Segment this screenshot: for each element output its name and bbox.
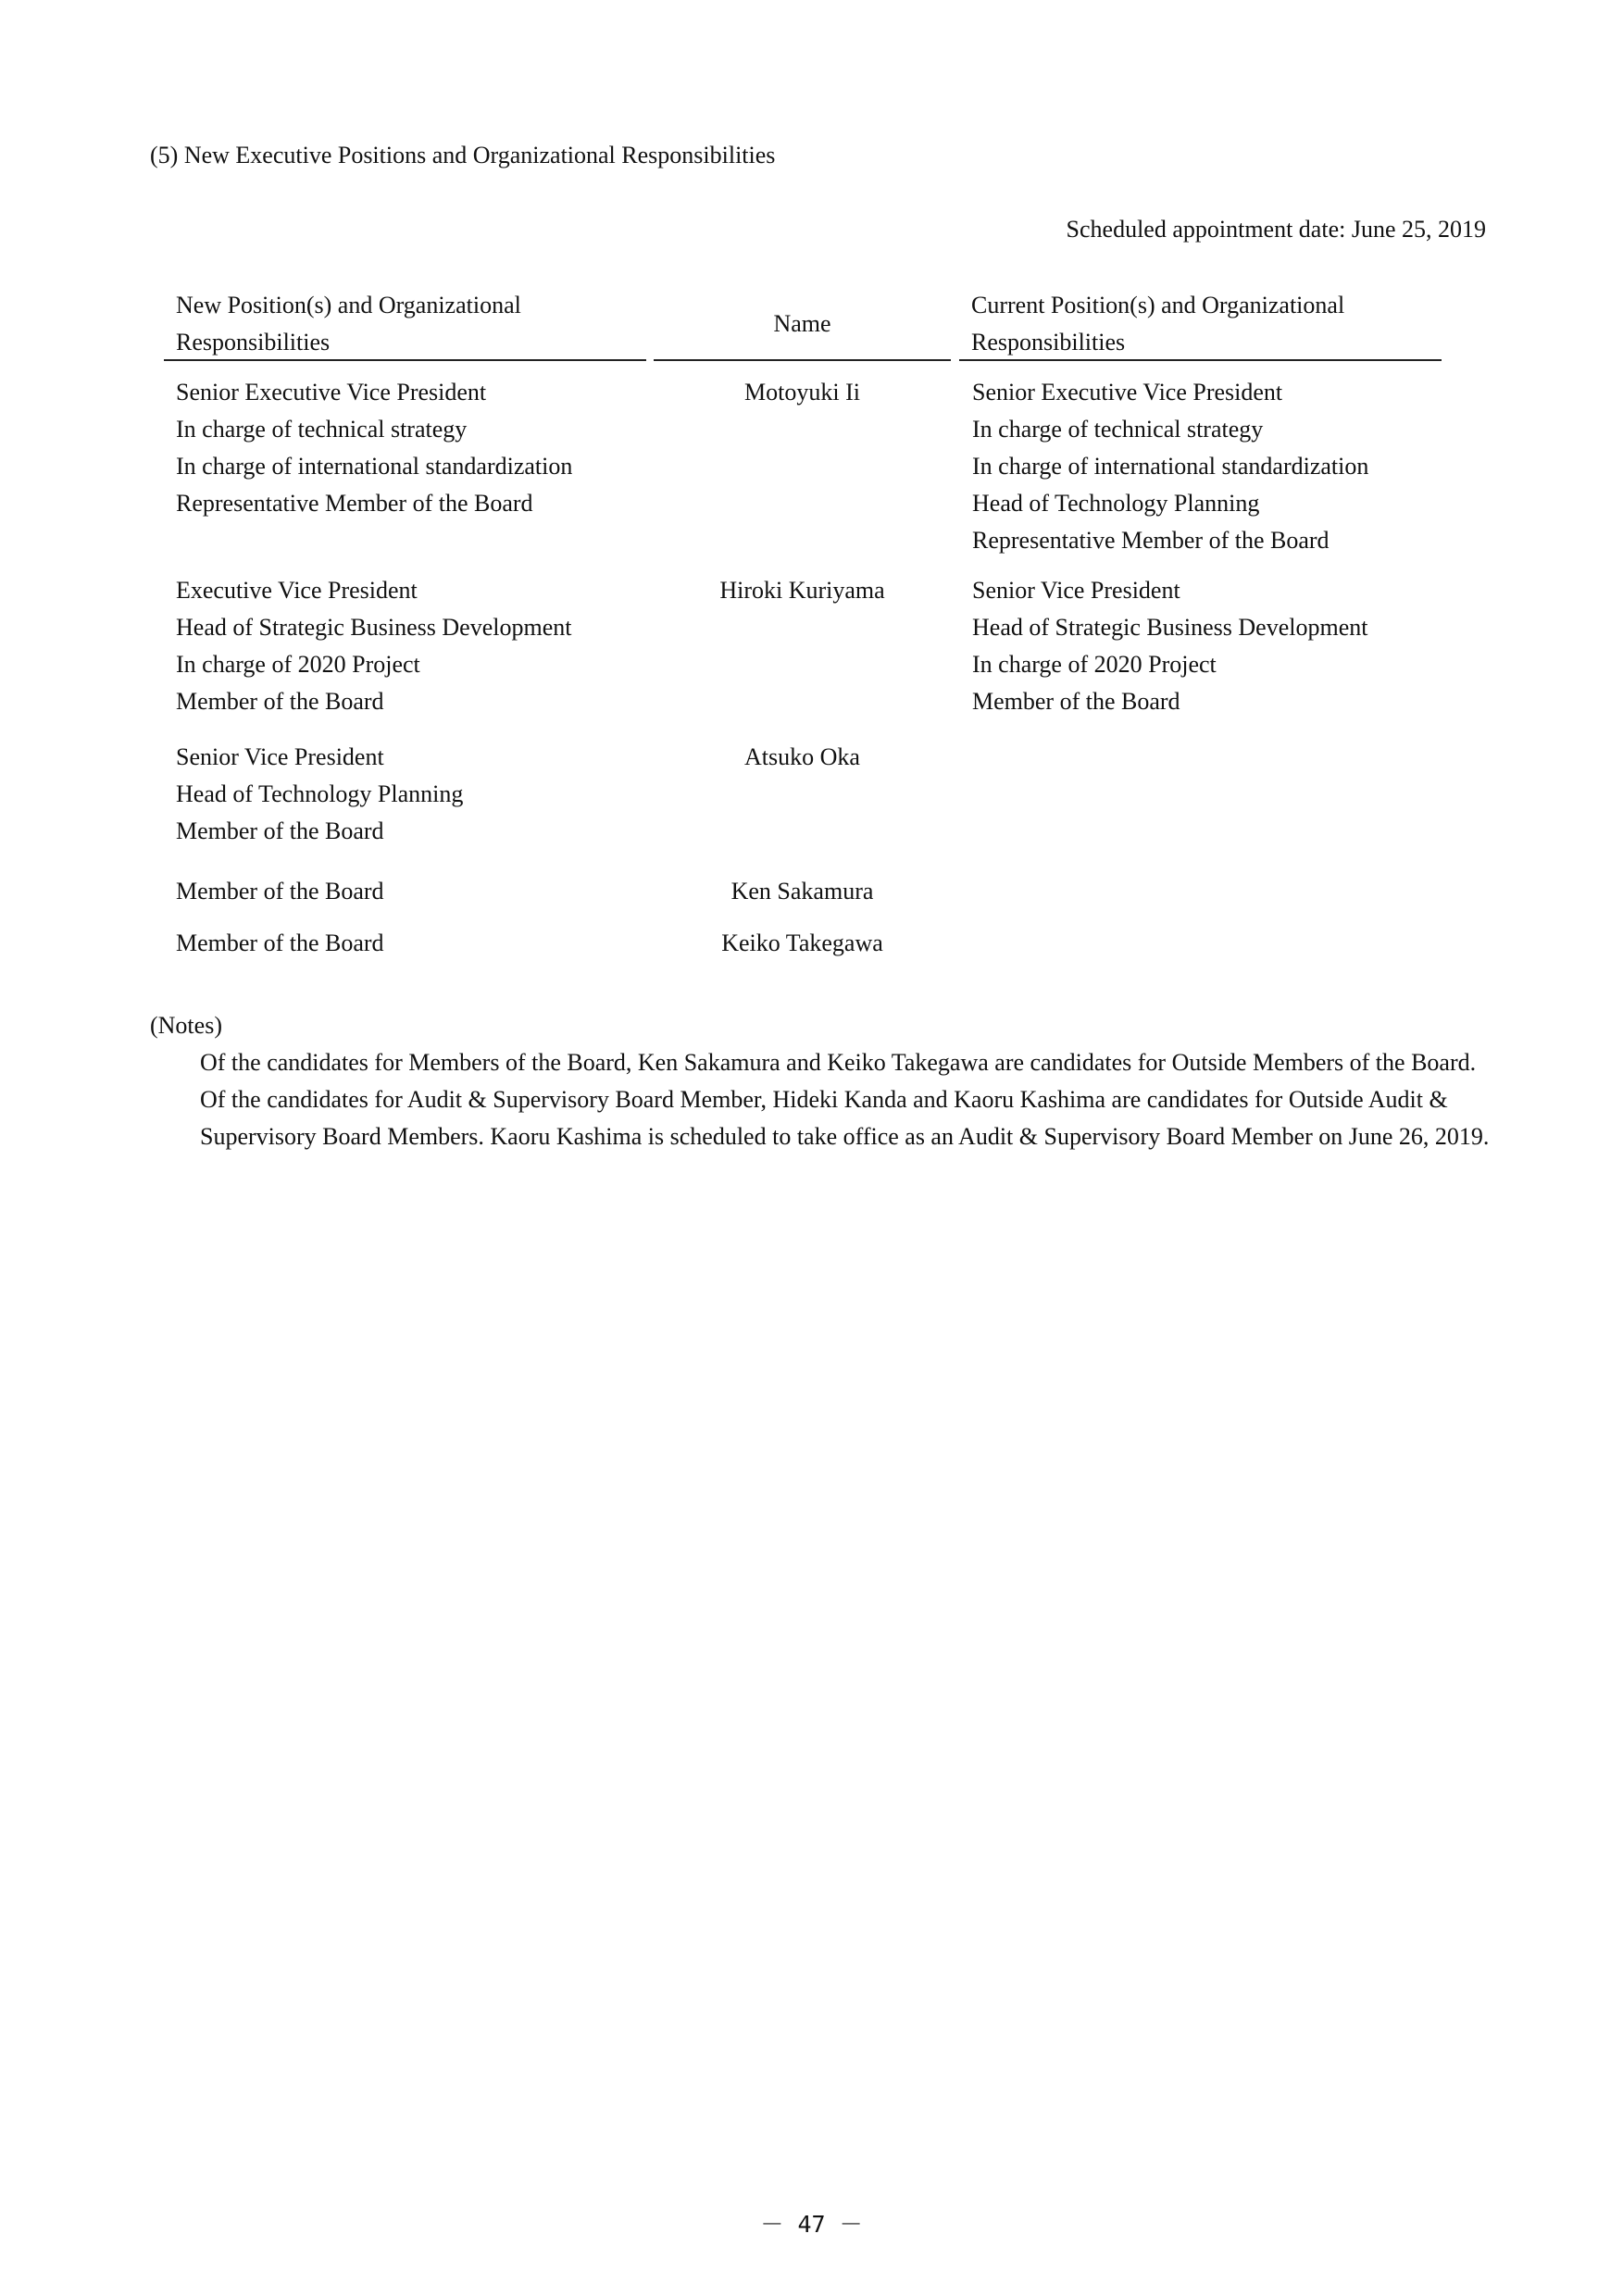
note-paragraph: Of the candidates for Members of the Board, Ken Sakamura and Keiko Takegawa are candidates for Outside Members of the Board. bbox=[200, 1049, 1477, 1076]
header-name: Name bbox=[654, 287, 951, 361]
table-cell: Representative Member of the Board bbox=[972, 527, 1330, 554]
table-cell: Executive Vice President bbox=[176, 577, 418, 604]
table-cell: Member of the Board bbox=[972, 688, 1180, 715]
row-2-name: Hiroki Kuriyama bbox=[719, 577, 885, 604]
note-paragraph: Of the candidates for Audit & Supervisory Board Member, Hideki Kanda and Kaoru Kashima are candidates for Outside Audit & Supervisory Board Members. Kaoru Kashima is scheduled to take office as an Audit & Supervisory Board Member on June 26, 2019. bbox=[200, 1086, 1490, 1150]
page-number: － 47 － bbox=[760, 2211, 863, 2238]
table-cell: Representative Member of the Board bbox=[176, 490, 533, 517]
table-cell: Senior Executive Vice President bbox=[972, 379, 1283, 406]
row-1-name: Motoyuki Ii bbox=[744, 379, 860, 406]
table-cell: Head of Technology Planning bbox=[972, 490, 1260, 517]
table-cell: Senior Vice President bbox=[176, 743, 384, 770]
header-current-position bbox=[959, 287, 1442, 361]
table-cell: Head of Strategic Business Development bbox=[176, 614, 572, 641]
table-cell: Senior Executive Vice President bbox=[176, 379, 487, 406]
table-cell: Member of the Board bbox=[176, 878, 384, 905]
header-current-position-line1: Current Position(s) and Organizational bbox=[971, 292, 1345, 318]
row-4-new-position bbox=[176, 873, 648, 910]
header-new-position-line1: New Position(s) and Organizational bbox=[176, 292, 521, 318]
appointment-date: Scheduled appointment date: June 25, 2019 bbox=[1066, 216, 1486, 243]
header-new-position bbox=[164, 287, 646, 361]
table-cell: In charge of technical strategy bbox=[176, 416, 468, 443]
row-1-current-position bbox=[972, 374, 1444, 559]
header-new-position-line2: Responsibilities bbox=[176, 329, 331, 356]
table-cell: Member of the Board bbox=[176, 930, 384, 956]
table-cell: In charge of international standardization bbox=[972, 453, 1369, 480]
notes-label: (Notes) bbox=[150, 1012, 222, 1039]
row-1-new-position bbox=[176, 374, 648, 522]
row-4-name: Ken Sakamura bbox=[730, 878, 874, 905]
table-cell: Member of the Board bbox=[176, 817, 384, 844]
notes-body bbox=[200, 1044, 1496, 1155]
table-cell: Head of Technology Planning bbox=[176, 780, 464, 807]
table-cell: Head of Strategic Business Development bbox=[972, 614, 1368, 641]
row-3-new-position bbox=[176, 739, 648, 850]
table-cell: In charge of 2020 Project bbox=[972, 651, 1217, 678]
row-5-name: Keiko Takegawa bbox=[721, 930, 883, 956]
section-title: (5) New Executive Positions and Organizational Responsibilities bbox=[150, 142, 776, 168]
table-cell: In charge of technical strategy bbox=[972, 416, 1264, 443]
row-3-name: Atsuko Oka bbox=[744, 743, 860, 770]
row-2-new-position bbox=[176, 572, 648, 720]
row-5-new-position bbox=[176, 925, 648, 962]
table-cell: Senior Vice President bbox=[972, 577, 1180, 604]
table-cell: In charge of 2020 Project bbox=[176, 651, 420, 678]
row-2-current-position bbox=[972, 572, 1444, 720]
table-cell: In charge of international standardization bbox=[176, 453, 573, 480]
header-current-position-line2: Responsibilities bbox=[971, 329, 1126, 356]
table-cell: Member of the Board bbox=[176, 688, 384, 715]
